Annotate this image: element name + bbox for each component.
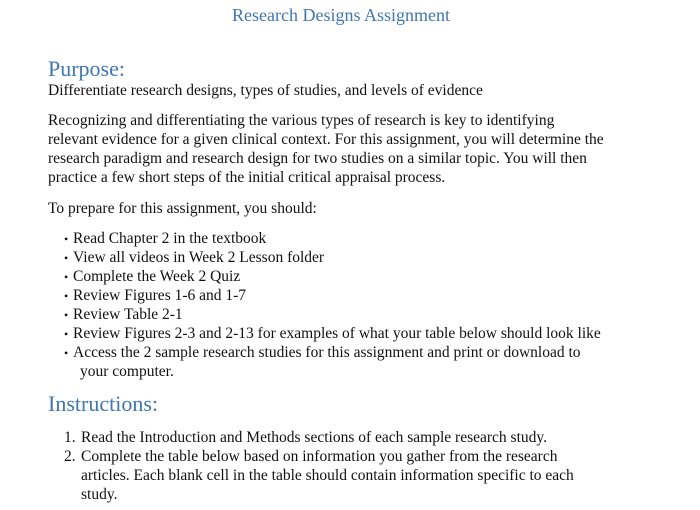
prepare-list — [64, 229, 684, 381]
list-item-text: Review Figures 2-3 and 2-13 for examples of what your table below should look like — [73, 325, 601, 342]
bullet-icon: • — [64, 289, 69, 303]
paragraph-line: research paradigm and research design for two studies on a similar topic. You will then — [48, 150, 587, 167]
document-title: Research Designs Assignment — [232, 5, 450, 25]
list-item — [64, 324, 684, 343]
list-item-text: View all videos in Week 2 Lesson folder — [73, 249, 325, 266]
list-item-text: Review Figures 1-6 and 1-7 — [73, 287, 247, 304]
list-item — [64, 286, 684, 305]
paragraph-line: practice a few short steps of the initial critical appraisal process. — [48, 169, 446, 186]
list-item-text: Access the 2 sample research studies for this assignment and print or download to — [73, 344, 581, 361]
list-item-text: Read Chapter 2 in the textbook — [73, 230, 267, 247]
paragraph-line: relevant evidence for a given clinical context. For this assignment, you will determine the — [48, 131, 604, 148]
bullet-icon: • — [64, 251, 69, 265]
step-number: 1. — [64, 429, 76, 446]
bullet-icon: • — [64, 346, 69, 360]
step-text: articles. Each blank cell in the table should contain information specific to each — [81, 467, 574, 484]
step-text: study. — [81, 486, 118, 503]
bullet-icon: • — [64, 270, 69, 284]
list-item-text: Review Table 2-1 — [73, 306, 183, 323]
prepare-intro: To prepare for this assignment, you should: — [48, 200, 317, 217]
purpose-subtitle: Differentiate research designs, types of studies, and levels of evidence — [48, 82, 483, 99]
purpose-paragraph — [48, 111, 678, 187]
list-item-continuation: your computer. — [80, 363, 174, 380]
list-item — [64, 447, 624, 504]
list-item — [64, 248, 684, 267]
bullet-icon: • — [64, 327, 69, 341]
instructions-heading: Instructions: — [48, 391, 158, 416]
paragraph-line: Recognizing and differentiating the various types of research is key to identifying — [48, 112, 555, 129]
bullet-icon: • — [64, 308, 69, 322]
step-text: Read the Introduction and Methods sections of each sample research study. — [81, 429, 548, 446]
list-item — [64, 229, 684, 248]
list-item — [64, 267, 684, 286]
purpose-heading: Purpose: — [48, 56, 125, 81]
list-item-text: Complete the Week 2 Quiz — [73, 268, 241, 285]
bullet-icon: • — [64, 232, 69, 246]
step-text: Complete the table below based on information you gather from the research — [81, 448, 558, 465]
step-number: 2. — [64, 448, 76, 465]
list-item — [64, 343, 684, 381]
list-item — [64, 428, 624, 447]
instructions-list — [64, 428, 624, 504]
list-item — [64, 305, 684, 324]
